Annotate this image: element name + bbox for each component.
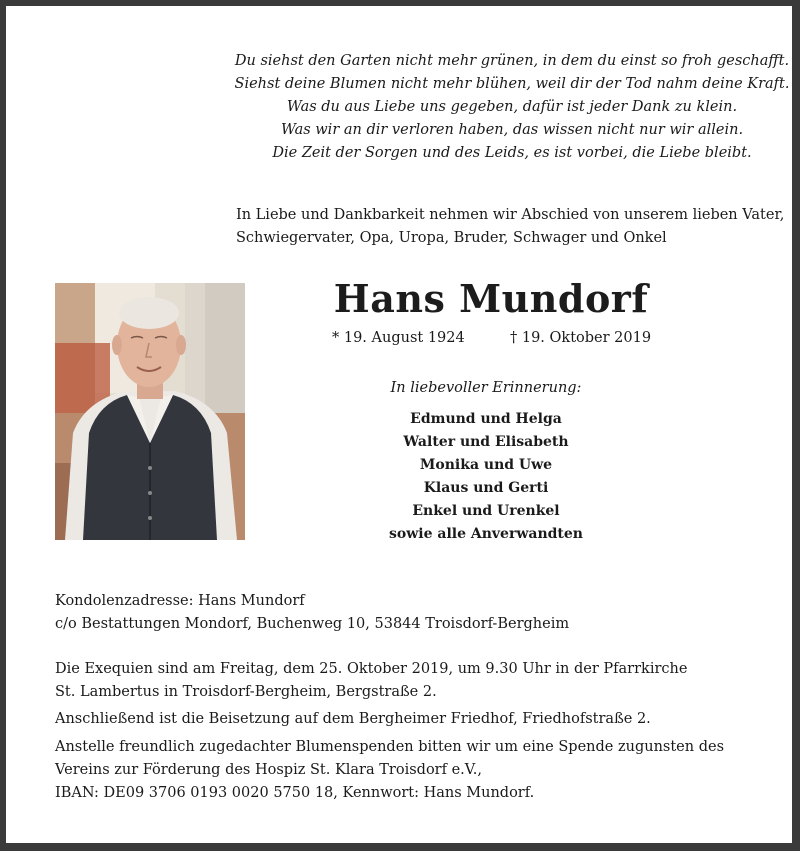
exequies-notice bbox=[55, 658, 785, 704]
intro-line: Schwiegervater, Opa, Uropa, Bruder, Schwager und Onkel bbox=[236, 230, 667, 246]
condolence-address bbox=[55, 590, 775, 636]
poem-line: Siehst deine Blumen nicht mehr blühen, weil dir der Tod nahm deine Kraft. bbox=[234, 76, 790, 92]
family-list bbox=[336, 408, 636, 546]
poem-line: Du siehst den Garten nicht mehr grünen, in dem du einst so froh geschafft. bbox=[234, 53, 790, 69]
donation-line: Vereins zur Förderung des Hospiz St. Klara Troisdorf e.V., bbox=[55, 762, 482, 778]
family-member: Klaus und Gerti bbox=[423, 480, 549, 496]
portrait-illustration bbox=[55, 283, 245, 540]
exequies-line: St. Lambertus in Troisdorf-Bergheim, Bergstraße 2. bbox=[55, 684, 437, 700]
poem bbox=[202, 50, 800, 165]
memory-heading: In liebevoller Erinnerung: bbox=[390, 380, 582, 396]
condolence-line: c/o Bestattungen Mondorf, Buchenweg 10, 53844 Troisdorf-Bergheim bbox=[55, 616, 570, 632]
poem-line: Die Zeit der Sorgen und des Leids, es ist vorbei, die Liebe bleibt. bbox=[272, 145, 752, 161]
deceased-name: Hans Mundorf bbox=[333, 276, 649, 321]
family-member: Walter und Elisabeth bbox=[403, 434, 569, 450]
poem-line: Was du aus Liebe uns gegeben, dafür ist jeder Dank zu klein. bbox=[286, 99, 738, 115]
family-member: Edmund und Helga bbox=[410, 411, 562, 427]
birth-date: * 19. August 1924 bbox=[332, 330, 465, 346]
exequies-line: Die Exequien sind am Freitag, dem 25. Oktober 2019, um 9.30 Uhr in der Pfarrkirche bbox=[55, 661, 688, 677]
burial-notice bbox=[55, 708, 785, 731]
intro-line: In Liebe und Dankbarkeit nehmen wir Abschied von unserem lieben Vater, bbox=[236, 207, 785, 223]
donation-line: Anstelle freundlich zugedachter Blumenspenden bitten wir um eine Spende zugunsten des bbox=[55, 739, 725, 755]
poem-line: Was wir an dir verloren haben, das wissen nicht nur wir allein. bbox=[280, 122, 744, 138]
burial-line: Anschließend ist die Beisetzung auf dem Bergheimer Friedhof, Friedhofstraße 2. bbox=[55, 711, 651, 727]
donation-notice bbox=[55, 736, 785, 805]
condolence-line: Kondolenzadresse: Hans Mundorf bbox=[55, 593, 305, 609]
portrait-photo bbox=[55, 283, 245, 540]
family-member: sowie alle Anverwandten bbox=[389, 526, 583, 542]
donation-line: IBAN: DE09 3706 0193 0020 5750 18, Kennwort: Hans Mundorf. bbox=[55, 785, 535, 801]
obituary-page bbox=[6, 6, 792, 843]
family-member: Enkel und Urenkel bbox=[412, 503, 560, 519]
family-member: Monika und Uwe bbox=[419, 457, 553, 473]
death-date: † 19. Oktober 2019 bbox=[510, 330, 652, 346]
intro-text bbox=[236, 204, 785, 250]
